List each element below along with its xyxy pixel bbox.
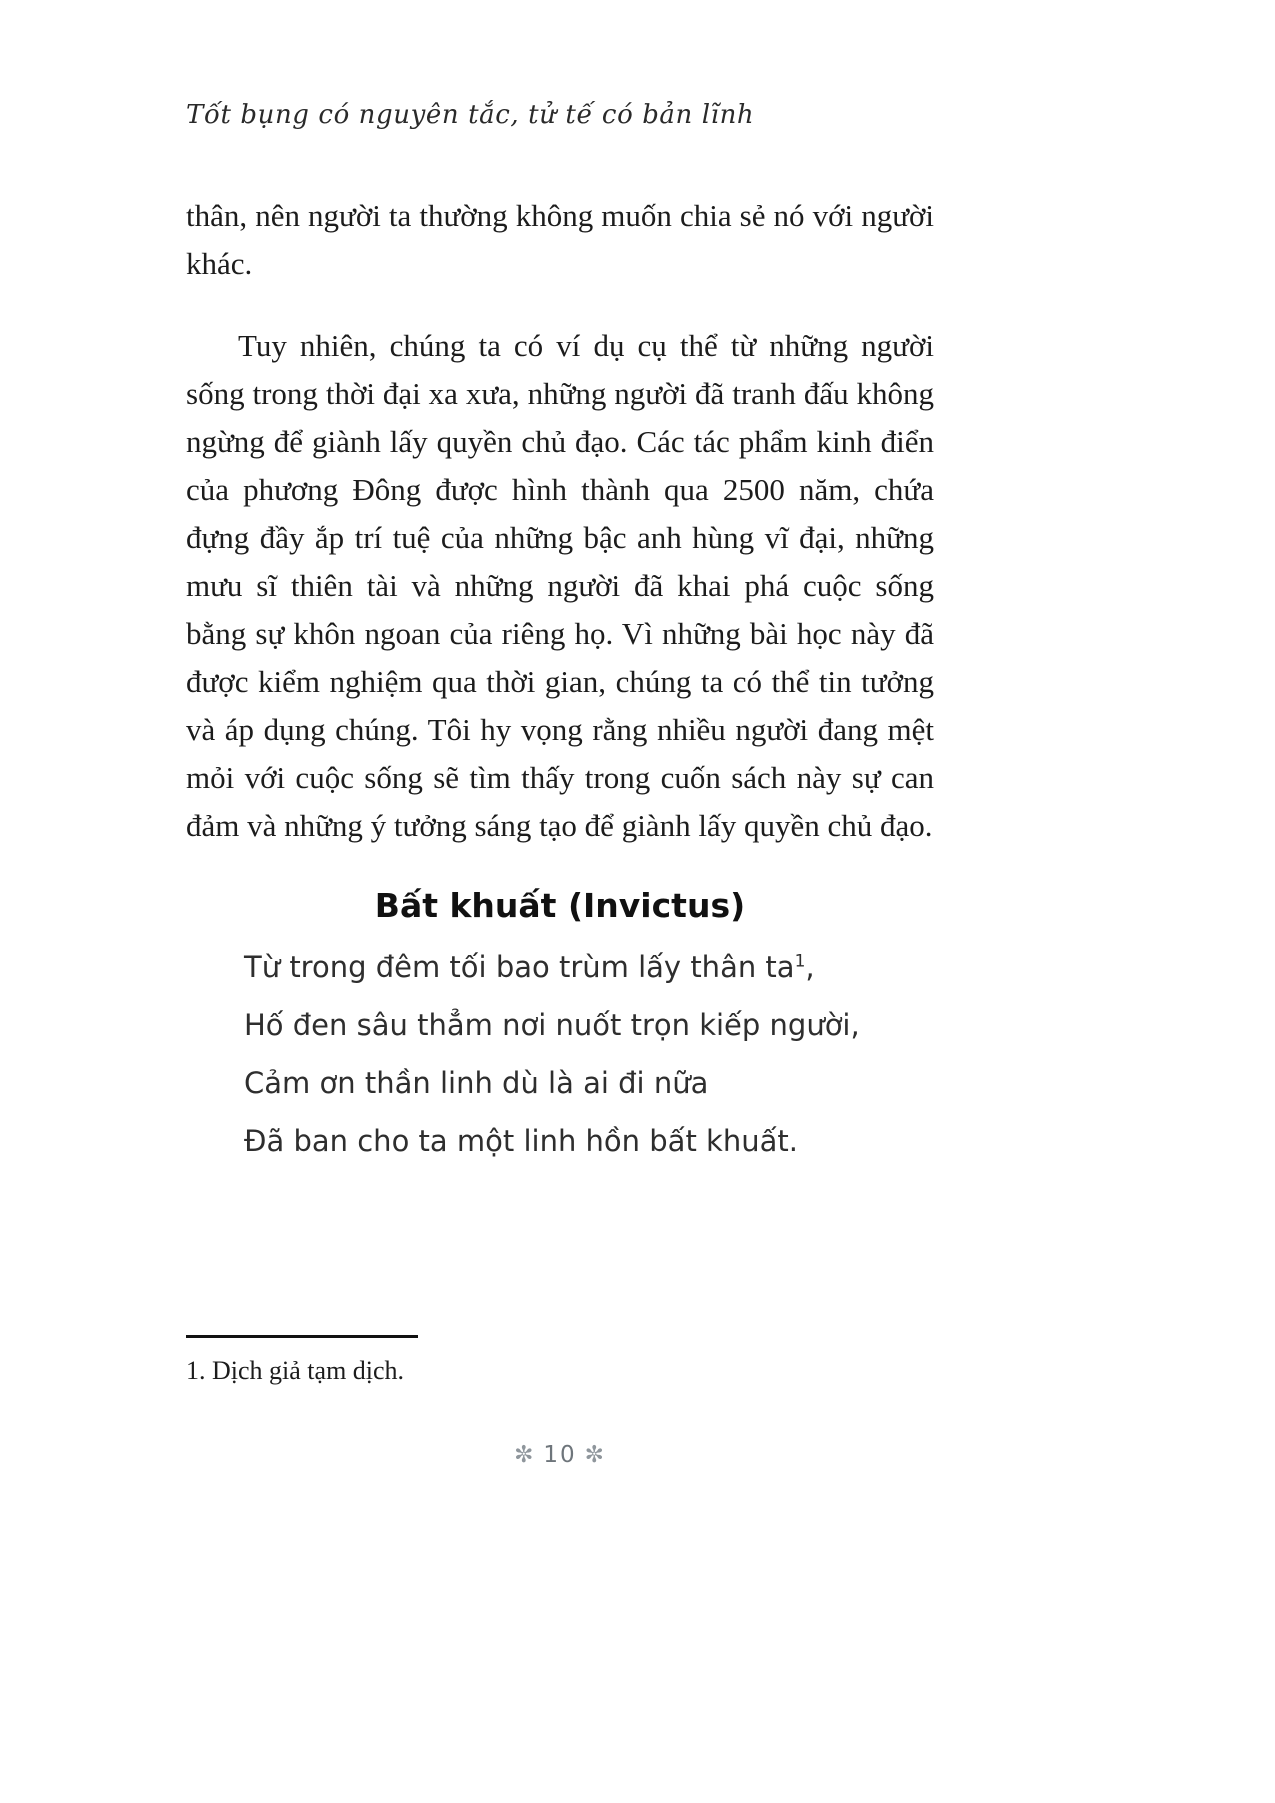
poem-block bbox=[244, 949, 934, 1159]
text-column bbox=[186, 0, 934, 1181]
paragraph-continuation: thân, nên người ta thường không muốn chia sẻ nó với người khác. bbox=[186, 198, 934, 281]
body-text bbox=[186, 192, 934, 850]
footnote-area bbox=[186, 1335, 934, 1386]
poem-line-tail: , bbox=[805, 950, 815, 984]
poem-line: Đã ban cho ta một linh hồn bất khuất. bbox=[244, 1124, 798, 1158]
poem-title: Bất khuất (Invictus) bbox=[374, 886, 746, 925]
footer-ornament-left: ✼ bbox=[514, 1442, 536, 1468]
footnote-marker: 1 bbox=[794, 951, 806, 972]
poem-line: Hố đen sâu thẳm nơi nuốt trọn kiếp người, bbox=[244, 1008, 860, 1042]
footer-ornament-right: ✼ bbox=[584, 1442, 606, 1468]
page-number: 10 bbox=[543, 1442, 577, 1468]
page-footer bbox=[186, 1442, 934, 1468]
paragraph-main: Tuy nhiên, chúng ta có ví dụ cụ thể từ những người sống trong thời đại xa xưa, những người đã tranh đấu không ngừng để giành lấy quyền chủ đạo. Các tác phẩm kinh điển của phương Đông được hình thành qua 2500 năm, chứa đựng đầy ắp trí tuệ của những bậc anh hùng vĩ đại, những mưu sĩ thiên tài và những người đã khai phá cuộc sống bằng sự khôn ngoan của riêng họ. Vì những bài học này đã được kiểm nghiệm qua thời gian, chúng ta có thể tin tưởng và áp dụng chúng. Tôi hy vọng rằng nhiều người đang mệt mỏi với cuộc sống sẽ tìm thấy trong cuốn sách này sự can đảm và những ý tưởng sáng tạo để giành lấy quyền chủ đạo. bbox=[186, 328, 934, 843]
poem-line bbox=[244, 949, 934, 985]
poem-line: Cảm ơn thần linh dù là ai đi nữa bbox=[244, 1066, 709, 1100]
poem-line-text: Từ trong đêm tối bao trùm lấy thân ta bbox=[244, 950, 795, 984]
running-header: Tốt bụng có nguyên tắc, tử tế có bản lĩnh bbox=[186, 100, 755, 130]
footnote-rule bbox=[186, 1335, 418, 1338]
footnote-text: 1. Dịch giả tạm dịch. bbox=[186, 1356, 405, 1385]
